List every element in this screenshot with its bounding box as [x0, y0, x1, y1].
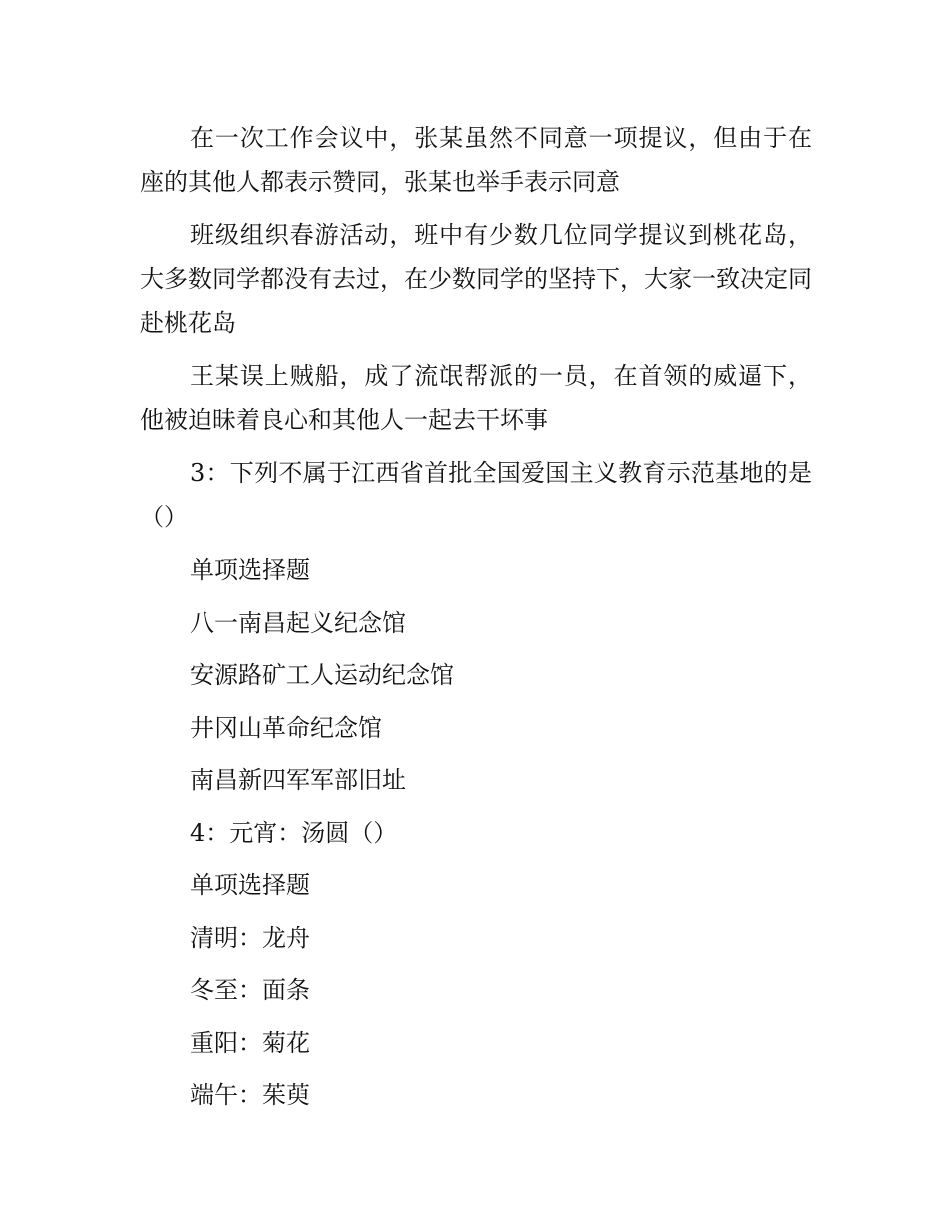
- question-4-option: 重阳：菊花: [190, 1028, 310, 1057]
- question-3-option: 井冈山革命纪念馆: [190, 713, 382, 742]
- question-3-option: 八一南昌起义纪念馆: [190, 608, 406, 637]
- option-paragraph: 在一次工作会议中，张某虽然不同意一项提议，但由于在座的其他人都表示赞同，张某也举手表示同意: [140, 124, 812, 196]
- question-3-option: 南昌新四军军部旧址: [190, 766, 406, 794]
- question-4-option: 端午：茱萸: [190, 1081, 310, 1109]
- document-body: [140, 116, 812, 1126]
- option-paragraph: 班级组织春游活动，班中有少数几位同学提议到桃花岛，大多数同学都没有去过，在少数同学的坚持下，大家一致决定同赴桃花岛: [140, 221, 812, 337]
- question-4-option: 冬至：面条: [190, 976, 310, 1004]
- question-4-stem: 4：元宵：汤圆（）: [190, 818, 398, 847]
- question-3-option: 安源路矿工人运动纪念馆: [190, 661, 454, 689]
- question-4-type: 单项选择题: [190, 871, 310, 899]
- question-3-stem: 3：下列不属于江西省首批全国爱国主义教育示范基地的是（）: [140, 459, 812, 531]
- question-4-option: 清明：龙舟: [190, 923, 310, 952]
- question-3-type: 单项选择题: [190, 556, 310, 584]
- option-paragraph: 王某误上贼船，成了流氓帮派的一员，在首领的威逼下，他被迫昧着良心和其他人一起去干坏事: [140, 362, 812, 434]
